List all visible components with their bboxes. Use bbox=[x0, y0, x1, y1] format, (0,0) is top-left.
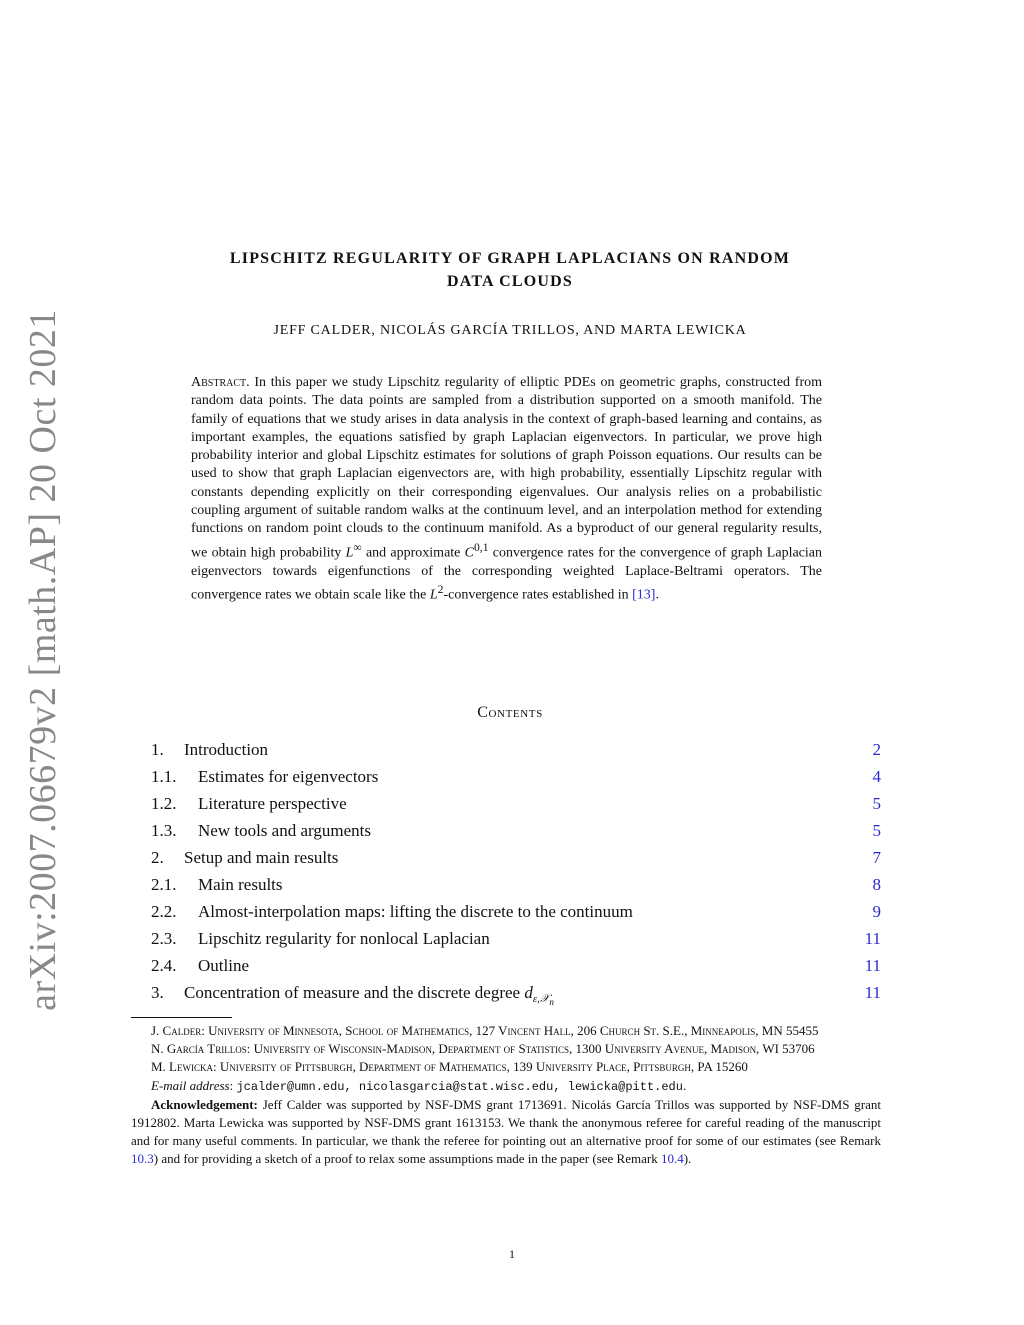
toc-entry-page-link[interactable]: 4 bbox=[872, 767, 881, 786]
toc-entry-title: Setup and main results bbox=[184, 848, 339, 867]
toc-entry-number: 1.1. bbox=[151, 767, 177, 786]
email-line bbox=[131, 1077, 881, 1096]
table-of-contents bbox=[151, 740, 881, 1010]
remark-link-10-4[interactable]: 10.4 bbox=[660, 1151, 684, 1167]
toc-entry-number: 2.4. bbox=[151, 956, 177, 975]
toc-entry-title: Lipschitz regularity for nonlocal Laplacian bbox=[198, 929, 490, 948]
affiliation-trillos: N. García Trillos: University of Wisconsin-Madison, Department of Statistics, 1300 University Avenue, Madison, WI 53706 bbox=[151, 1041, 815, 1057]
math-degree-subsub bbox=[549, 998, 554, 1008]
title-line-1: LIPSCHITZ REGULARITY OF GRAPH LAPLACIANS ON RANDOM bbox=[229, 250, 791, 267]
math-degree-d: d bbox=[524, 983, 533, 1002]
toc-entry[interactable] bbox=[151, 983, 881, 1010]
email-label: E-mail address bbox=[151, 1077, 230, 1093]
remark-link-10-3[interactable]: 10.3 bbox=[131, 1151, 154, 1167]
toc-entry-title: Estimates for eigenvectors bbox=[198, 767, 379, 786]
toc-entry-title bbox=[184, 983, 554, 1008]
abstract-text-4: -convergence rates established in bbox=[443, 587, 633, 603]
toc-entry-title: Literature perspective bbox=[198, 794, 347, 813]
toc-entry[interactable] bbox=[151, 875, 881, 902]
math-l2: L bbox=[429, 587, 438, 603]
toc-entry[interactable] bbox=[151, 821, 881, 848]
abstract bbox=[191, 374, 822, 605]
acknowledgement-text-1: Jeff Calder was supported by NSF-DMS grant 1713691. Nicolás García Trillos was supported by NSF-DMS grant 1912802. Marta Lewicka was supported by NSF-DMS grant 1613153. We thank the anonymous referee for careful reading of the manuscript and for many useful comments. In particular, we thank the referee for pointing out an alternative proof for some of our estimates (see Remark bbox=[131, 1096, 881, 1149]
footnote-rule bbox=[131, 1017, 232, 1018]
math-l-infinity-sup: ∞ bbox=[353, 540, 362, 554]
toc-entry-title: New tools and arguments bbox=[198, 821, 371, 840]
toc-entry-number: 2.1. bbox=[151, 875, 177, 894]
toc-entry[interactable] bbox=[151, 767, 881, 794]
title-line-2: DATA CLOUDS bbox=[447, 273, 573, 290]
abstract-text-5: . bbox=[655, 587, 659, 603]
toc-entry-page-link[interactable]: 7 bbox=[872, 848, 881, 867]
toc-entry[interactable] bbox=[151, 929, 881, 956]
author-list: JEFF CALDER, NICOLÁS GARCÍA TRILLOS, AND MARTA LEWICKA bbox=[273, 323, 747, 338]
toc-entry-number: 1. bbox=[151, 740, 164, 759]
toc-entry[interactable] bbox=[151, 956, 881, 983]
math-degree-subscript bbox=[532, 993, 554, 1008]
math-l-infinity: L bbox=[345, 545, 354, 561]
toc-entry-title: Introduction bbox=[184, 740, 269, 759]
affiliation-calder: J. Calder: University of Minnesota, School of Mathematics, 127 Vincent Hall, 206 Church St. S.E., Minneapolis, MN 55455 bbox=[151, 1023, 819, 1038]
affiliation-lewicka: M. Lewicka: University of Pittsburgh, Department of Mathematics, 139 University Place, Pittsburgh, PA 15260 bbox=[151, 1059, 748, 1075]
toc-entry[interactable] bbox=[151, 902, 881, 929]
toc-entry-number: 3. bbox=[151, 983, 164, 1002]
email-separator: : bbox=[229, 1077, 237, 1093]
toc-entry-number: 2. bbox=[151, 848, 164, 867]
acknowledgement-text-2: ) and for providing a sketch of a proof to relax some assumptions made in the paper (see Remark bbox=[153, 1151, 661, 1167]
toc-entry[interactable] bbox=[151, 740, 881, 767]
paper-title bbox=[120, 247, 900, 293]
abstract-text-3: convergence rates for the convergence of graph Laplacian eigenvectors towards eigenfunctions of the corresponding weighted Laplace-Beltrami operators. The convergence rates we obtain scale like the bbox=[191, 545, 822, 603]
toc-entry-page-link[interactable]: 5 bbox=[872, 821, 881, 840]
arxiv-sidebar bbox=[18, 309, 68, 1011]
toc-entry-title: Main results bbox=[198, 875, 283, 894]
math-c01-sup: 0,1 bbox=[473, 540, 489, 554]
math-l2-sup: 2 bbox=[437, 582, 444, 596]
toc-entry-number: 2.3. bbox=[151, 929, 177, 948]
acknowledgement bbox=[131, 1096, 881, 1169]
toc-entry-number: 1.2. bbox=[151, 794, 177, 813]
toc-entry-number: 1.3. bbox=[151, 821, 177, 840]
toc-entry-number: 2.2. bbox=[151, 902, 177, 921]
toc-entry-page-link[interactable]: 11 bbox=[864, 983, 881, 1002]
math-degree-subsub-text: n bbox=[549, 997, 554, 1008]
toc-entry-page-link[interactable]: 11 bbox=[864, 929, 881, 948]
abstract-text-2: and approximate bbox=[361, 545, 465, 561]
acknowledgement-text-3: ). bbox=[683, 1151, 692, 1167]
toc-entry-page-link[interactable]: 2 bbox=[872, 740, 881, 759]
footnotes bbox=[131, 1022, 881, 1169]
math-degree-sub-text: ε,𝒳 bbox=[532, 993, 550, 1006]
email-addresses[interactable]: jcalder@umn.edu, nicolasgarcia@stat.wisc.edu, lewicka@pitt.edu bbox=[236, 1079, 683, 1094]
arxiv-identifier: arXiv:2007.06679v2 [math.AP] 20 Oct 2021 bbox=[22, 309, 64, 1011]
contents-heading: Contents bbox=[477, 704, 543, 721]
toc-entry-page-link[interactable]: 5 bbox=[872, 794, 881, 813]
toc-entry-title: Almost-interpolation maps: lifting the discrete to the continuum bbox=[198, 902, 633, 921]
page-number: 1 bbox=[509, 1247, 515, 1261]
math-c01: C bbox=[464, 545, 474, 561]
toc-entry[interactable] bbox=[151, 794, 881, 821]
toc-entry[interactable] bbox=[151, 848, 881, 875]
abstract-text-1: In this paper we study Lipschitz regularity of elliptic PDEs on geometric graphs, constructed from random data points. The data points are sampled from a distribution supported on a smooth manifold. The family of equations that we study arises in data analysis in the context of graph-based learning and contains, as important examples, the equations satisfied by graph Laplacian eigenvectors. In particular, we prove high probability interior and global Lipschitz estimates for solutions of graph Poisson equations. Our results can be used to show that graph Laplacian eigenvectors are, with high probability, essentially Lipschitz regular with constants depending explicitly on their corresponding eigenvalues. Our analysis relies on a probabilistic coupling argument of suitable random walks at the continuum level, and an interpolation method for extending functions on random point clouds to the continuum manifold. As a byproduct of our general regularity results, we obtain high probability bbox=[191, 375, 822, 561]
citation-link-13[interactable]: [13] bbox=[632, 587, 656, 603]
toc-entry-page-link[interactable]: 8 bbox=[872, 875, 881, 894]
toc-entry-title-text: Concentration of measure and the discrete degree bbox=[184, 983, 525, 1002]
acknowledgement-label: Acknowledgement: bbox=[151, 1096, 258, 1112]
toc-entry-page-link[interactable]: 11 bbox=[864, 956, 881, 975]
toc-entry-title: Outline bbox=[198, 956, 249, 975]
abstract-label: Abstract. bbox=[191, 375, 250, 390]
toc-entry-page-link[interactable]: 9 bbox=[872, 902, 881, 921]
email-end: . bbox=[682, 1077, 687, 1093]
